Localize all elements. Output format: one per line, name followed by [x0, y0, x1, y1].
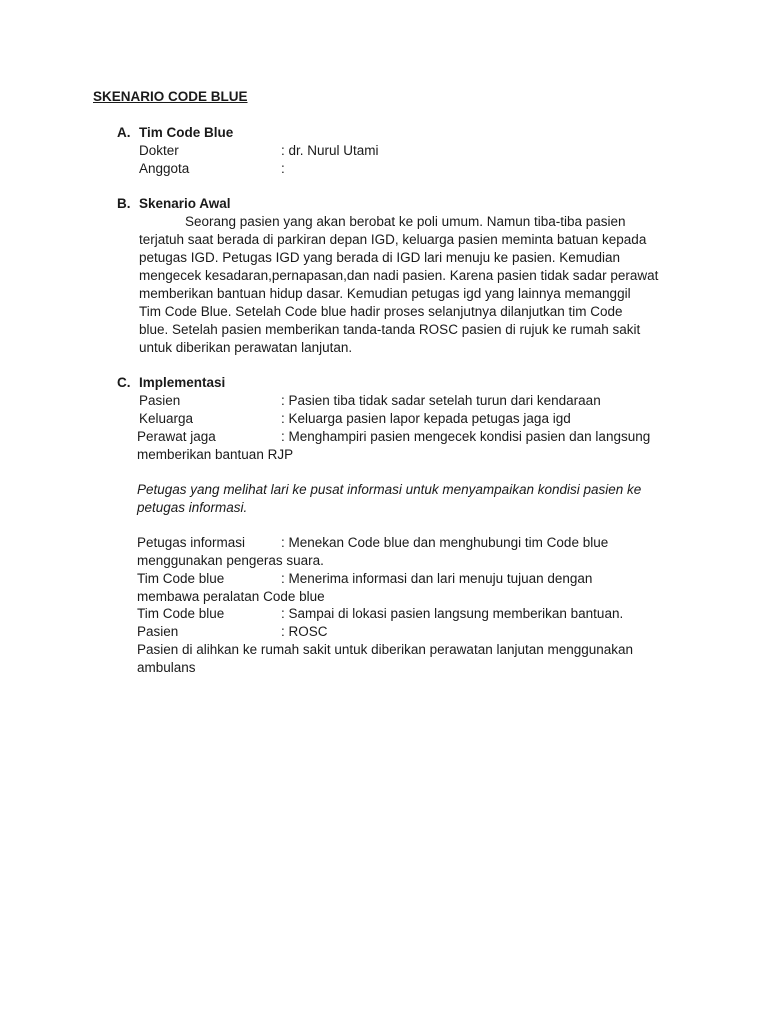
section-b-heading: Skenario Awal — [139, 196, 231, 211]
tim-code-blue-label: Tim Code blue — [137, 606, 225, 621]
section-a-heading: Tim Code Blue — [139, 125, 234, 140]
section-a-letter: A. — [117, 125, 131, 140]
scenario-line: Tim Code Blue. Setelah Code blue hadir proses selanjutnya dilanjutkan tim Code — [139, 304, 623, 319]
scenario-line: untuk diberikan perawatan lanjutan. — [139, 340, 353, 355]
scenario-line: blue. Setelah pasien memberikan tanda-tanda ROSC pasien di rujuk ke rumah sakit — [139, 322, 641, 337]
scenario-line: Seorang pasien yang akan berobat ke poli umum. Namun tiba-tiba pasien — [185, 214, 626, 229]
pasien-value: : Pasien tiba tidak sadar setelah turun dari kendaraan — [281, 393, 601, 408]
scenario-line: mengecek kesadaran,pernapasan,dan nadi pasien. Karena pasien tidak sadar perawat — [139, 268, 659, 283]
document-title: SKENARIO CODE BLUE — [93, 89, 248, 104]
section-c-heading: Implementasi — [139, 375, 226, 390]
tim-code-blue-continuation: membawa peralatan Code blue — [137, 589, 325, 604]
anggota-value: : — [281, 161, 285, 176]
pasien-label: Pasien — [139, 393, 181, 408]
keluarga-label: Keluarga — [139, 411, 194, 426]
perawat-jaga-continuation: memberikan bantuan RJP — [137, 447, 294, 462]
keluarga-value: : Keluarga pasien lapor kepada petugas jaga igd — [281, 411, 571, 426]
closing-line: Pasien di alihkan ke rumah sakit untuk diberikan perawatan lanjutan menggunakan — [137, 642, 634, 657]
petugas-informasi-continuation: menggunakan pengeras suara. — [137, 553, 324, 568]
anggota-label: Anggota — [139, 161, 190, 176]
dokter-label: Dokter — [139, 143, 179, 158]
italic-note-line: petugas informasi. — [137, 500, 248, 515]
tim-code-blue-value: : Sampai di lokasi pasien langsung memberikan bantuan. — [281, 606, 624, 621]
scenario-line: terjatuh saat berada di parkiran depan IGD, keluarga pasien meminta batuan kepada — [139, 232, 647, 247]
scenario-line: petugas IGD. Petugas IGD yang berada di IGD lari menuju ke pasien. Kemudian — [139, 250, 621, 265]
pasien-rosc-label: Pasien — [137, 624, 179, 639]
section-b-letter: B. — [117, 196, 131, 211]
italic-note-line: Petugas yang melihat lari ke pusat informasi untuk menyampaikan kondisi pasien ke — [137, 482, 642, 497]
petugas-informasi-label: Petugas informasi — [137, 535, 246, 550]
closing-line: ambulans — [137, 660, 196, 675]
perawat-jaga-value: : Menghampiri pasien mengecek kondisi pasien dan langsung — [281, 429, 651, 444]
perawat-jaga-label: Perawat jaga — [137, 429, 216, 444]
dokter-value: : dr. Nurul Utami — [281, 143, 379, 158]
petugas-informasi-value: : Menekan Code blue dan menghubungi tim Code blue — [281, 535, 609, 550]
tim-code-blue-value: : Menerima informasi dan lari menuju tujuan dengan — [281, 571, 593, 586]
pasien-rosc-value: : ROSC — [281, 624, 328, 639]
scenario-line: memberikan bantuan hidup dasar. Kemudian petugas igd yang lainnya memanggil — [139, 286, 631, 301]
section-c-letter: C. — [117, 375, 131, 390]
tim-code-blue-label: Tim Code blue — [137, 571, 225, 586]
